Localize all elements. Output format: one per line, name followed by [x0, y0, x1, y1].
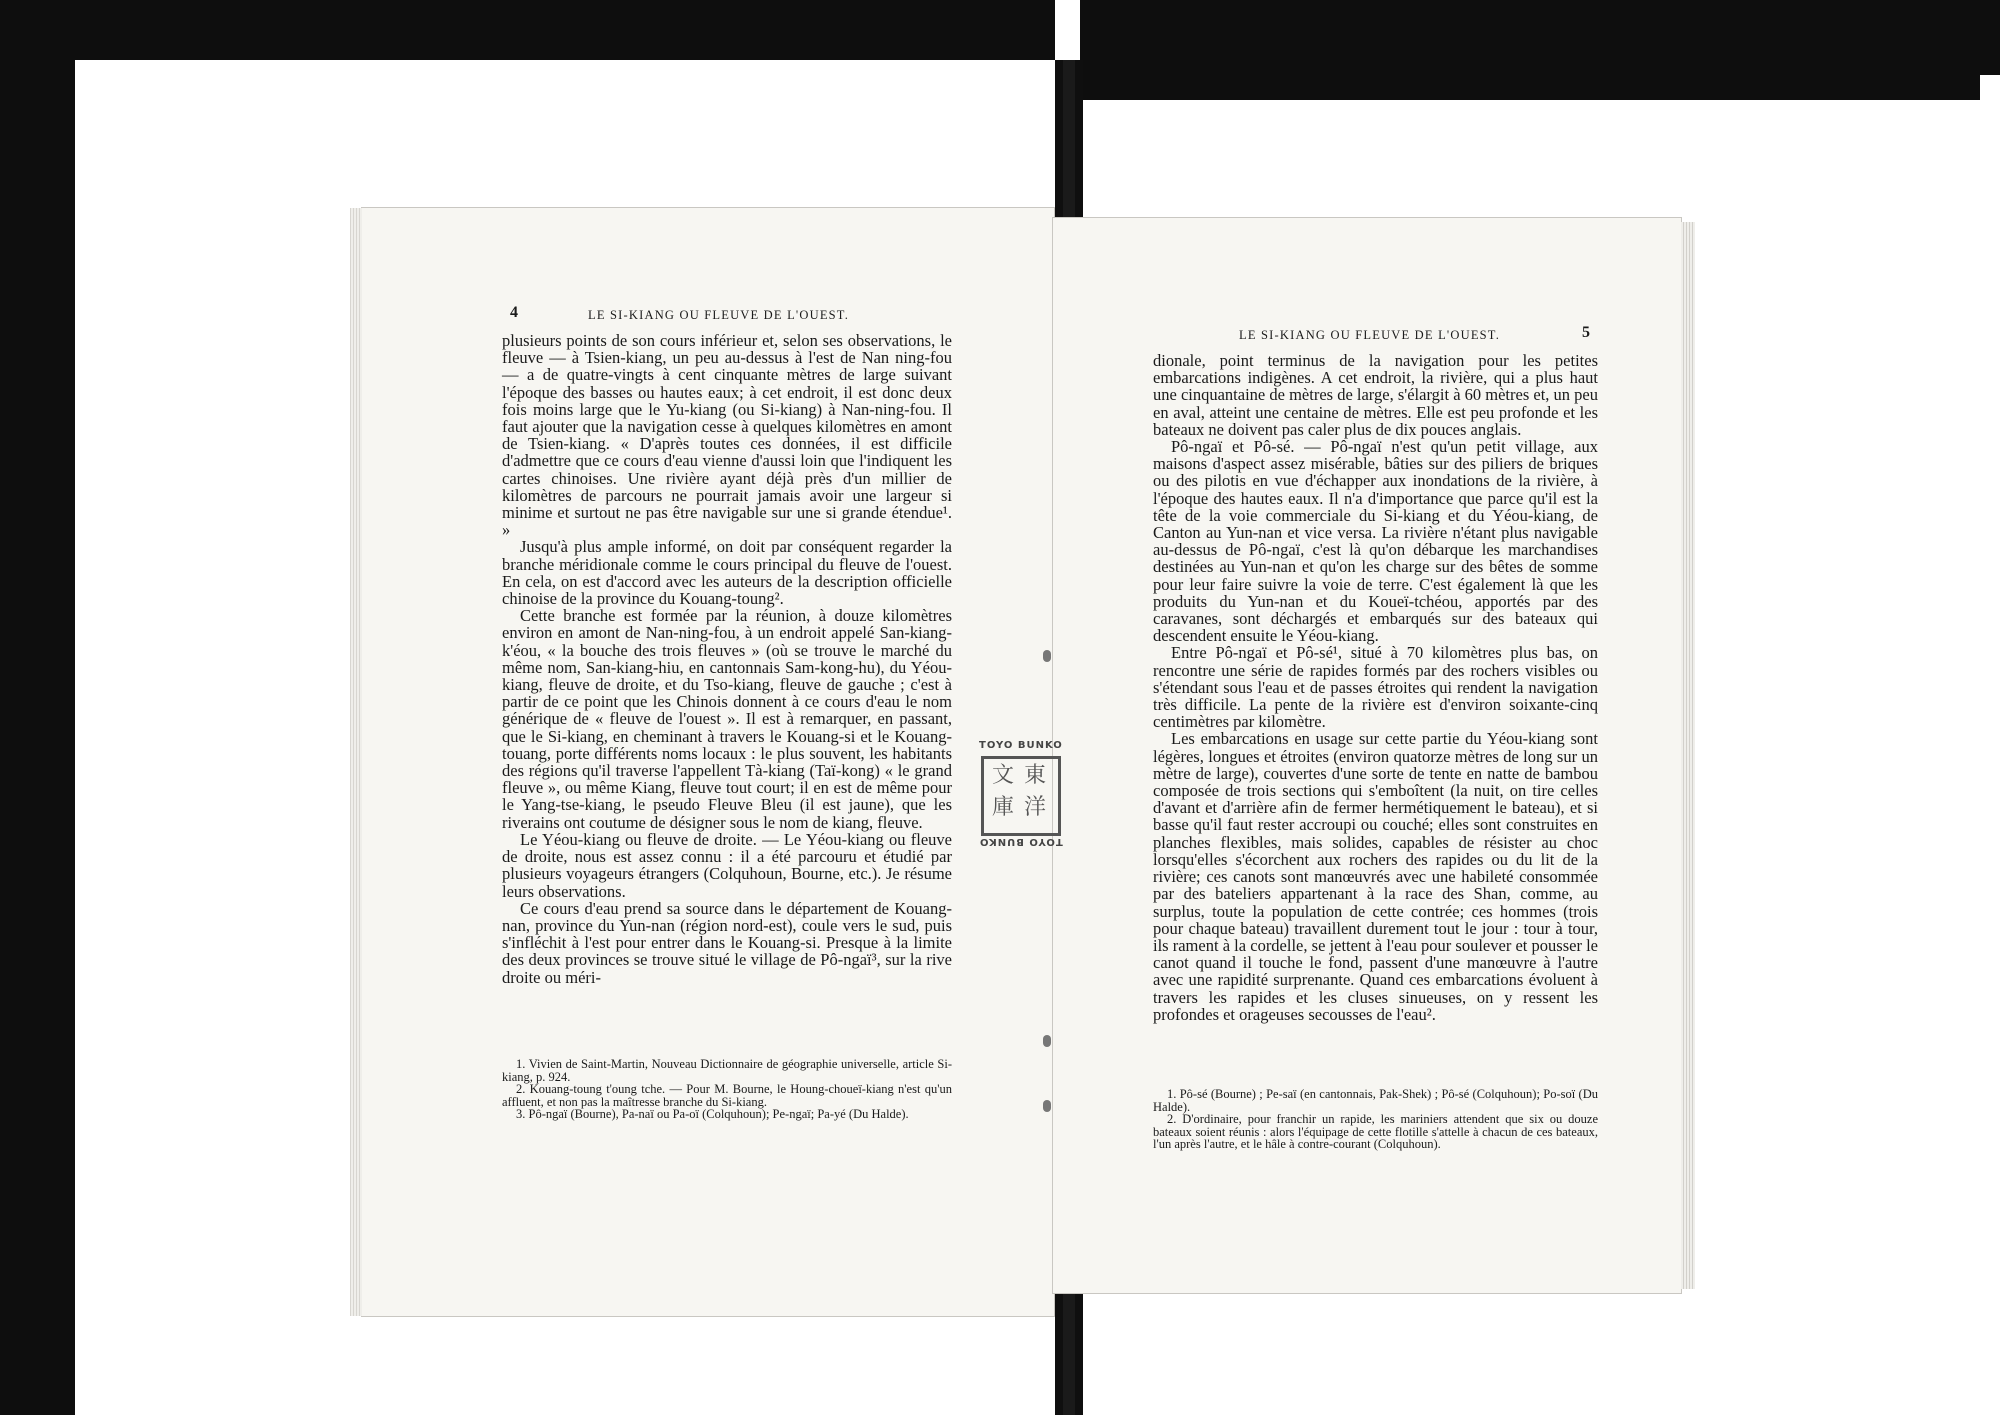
binding-mark — [1043, 650, 1051, 662]
paragraph: Ce cours d'eau prend sa source dans le département de Kouang-nan, province du Yun-nan (région nord-est), coule vers le sud, puis s'infléchit à l'est pour entrer dans le Kouang-si. Presque à la limite des deux provinces se trouve situé le village de Pô-ngaï³, sur la rive droite ou méri- — [502, 898, 952, 987]
right-page — [1053, 218, 1681, 1293]
library-stamp — [975, 740, 1065, 870]
footnote: 1. Vivien de Saint-Martin, Nouveau Dictionnaire de géographie universelle, article Si-kiang, p. 924. — [502, 1057, 952, 1084]
left-page — [362, 208, 1054, 1316]
stamp-char: 洋 — [1024, 795, 1047, 820]
scan-border-left — [0, 0, 75, 1415]
binding-mark — [1043, 1100, 1051, 1112]
stamp-bottom-text: TOYO BUNKO — [979, 836, 1063, 847]
right-footnotes — [1153, 1088, 1598, 1151]
stamp-seal — [981, 756, 1061, 836]
binding-mark — [1043, 1035, 1051, 1047]
left-footnotes — [502, 1058, 952, 1121]
running-head-right: LE SI-KIANG OU FLEUVE DE L'OUEST. — [1239, 328, 1501, 342]
paragraph: Jusqu'à plus ample informé, on doit par conséquent regarder la branche méridionale comme le cours principal du fleuve de l'ouest. En cela, on est d'accord avec les auteurs de la description officielle chinoise de la province du Kouang-toung². — [502, 537, 952, 609]
right-body-text — [1153, 352, 1598, 1023]
paragraph: Le Yéou-kiang ou fleuve de droite. — Le Yéou-kiang ou fleuve de droite, nous est assez connu : il a été parcouru et étudié par plusieurs voyageurs étrangers (Colquhoun, Bourne, etc.). Je résume leurs observations. — [502, 829, 952, 901]
paragraph: Pô-ngaï et Pô-sé. — Pô-ngaï n'est qu'un petit village, aux maisons d'aspect assez misérable, bâties sur des piliers de briques ou des pilotis en vue d'échapper aux inondations de la rivière, à l'époque des hautes eaux. Il n'a d'importance que parce qu'il est la tête de la voie commerciale du Si-kiang et du Yéou-kiang, de Canton au Yun-nan et vice versa. La rivière n'étant plus navigable au-dessus de Pô-ngaï, c'est là qu'on débarque les marchandises destinées au Yun-nan et qu'on les charge sur des bêtes de somme pour leur faire suivre la voie de terre. C'est également là que les produits du Yun-nan et du Koueï-tchéou, apportés par des caravanes, sont déchargés et embarqués sur des bateaux qui descendent ensuite le Yéou-kiang. — [1153, 437, 1598, 646]
stamp-char: 庫 — [992, 795, 1015, 820]
stamp-top-text: TOYO BUNKO — [979, 740, 1063, 751]
stamp-char: 東 — [1024, 763, 1047, 788]
footnote: 1. Pô-sé (Bourne) ; Pe-saï (en cantonnais, Pak-Shek) ; Pô-sé (Colquhoun); Po-soï (Du Halde). — [1153, 1087, 1598, 1114]
footnote: 3. Pô-ngaï (Bourne), Pa-naï ou Pa-oï (Colquhoun); Pe-ngaï; Pa-yé (Du Halde). — [516, 1107, 909, 1121]
paragraph: plusieurs points de son cours inférieur et, selon ses observations, le fleuve — à Tsien-kiang, un peu au-dessus à l'est de Nan ning-fou — a de quatre-vingts à cent cinquante mètres de large suivant l'époque des basses ou hautes eaux; à cet endroit, il est donc deux fois moins large que le Yu-kiang (ou Si-kiang) à Nan-ning-fou. Il faut ajouter que la navigation cesse à quelques kilomètres en amont de Tsien-kiang. « D'après toutes ces données, il est difficile d'admettre que ce cours d'eau vienne d'aussi loin que l'indiquent les cartes chinoises. Une rivière ayant déjà près d'un millier de kilomètres de parcours ne pourrait jamais avoir une largeur si minime et surtout ne pas être navigable sur une si grande étendue¹. » — [502, 331, 952, 540]
paragraph: dionale, point terminus de la navigation pour les petites embarcations indigènes. A cet endroit, la rivière, qui a plus haut une cinquantaine de mètres de large, s'élargit à 60 mètres et, un peu en aval, atteint une centaine de mètres. Elle est peu profonde et les bateaux ne doivent pas caler plus de dix pouces anglais. — [1153, 351, 1598, 439]
scan-border-top-right — [1080, 0, 1980, 100]
page-number-right: 5 — [1582, 324, 1590, 341]
footnote: 2. Kouang-toung t'oung tche. — Pour M. Bourne, le Houng-choueï-kiang n'est qu'un affluent, et non pas la maîtresse branche du Si-kiang. — [502, 1082, 952, 1109]
page-number-left: 4 — [510, 304, 518, 321]
scan-border-right — [1965, 0, 2000, 75]
paragraph: Entre Pô-ngaï et Pô-sé¹, situé à 70 kilomètres plus bas, on rencontre une série de rapides formés par des rochers visibles ou s'étendant sous l'eau et de passes étroites qui rendent la navigation très difficile. La pente de la rivière est d'environ soixante-cinq centimètres par kilomètre. — [1153, 643, 1598, 732]
left-body-text — [502, 332, 952, 986]
running-head-left: LE SI-KIANG OU FLEUVE DE L'OUEST. — [588, 308, 850, 322]
stamp-char: 文 — [992, 763, 1015, 788]
paragraph: Les embarcations en usage sur cette partie du Yéou-kiang sont légères, longues et étroites (environ quatorze mètres de long sur un mètre de large), couvertes d'une sorte de tente en natte de bambou composée de trois sections qui s'emboîtent (la nuit, on tire celles d'avant et d'arrière afin de fermer hermétiquement le bateau), et si basse qu'il faut rester accroupi ou couché; elles sont construites en planches flexibles, mais solides, capables de résister au choc lorsqu'elles s'écorchent aux rochers des rapides ou du lit de la rivière; ces canots sont manœuvrés avec une habileté consommée par des bateliers appartenant à la race des Shan, comme, au surplus, toute la population de cette contrée; ces hommes (trois pour chaque bateau) travaillent durement tout le jour : tour à tour, ils rament à la cordelle, se jettent à l'eau pour soulever et pousser le canot quand il touche le fond, passent d'une manœuvre à l'autre avec une rapidité surprenante. Quand ces embarcations évoluent à travers les rapides et les cluses sinueuses, on y ressent les profondes et orageuses secousses de l'eau². — [1153, 729, 1598, 1024]
scan-gap-top — [1055, 0, 1080, 60]
scan-border-top-left — [0, 0, 1055, 60]
footnote: 2. D'ordinaire, pour franchir un rapide, les mariniers attendent que six ou douze bateaux soient réunis : alors l'équipage de cette flotille s'attelle à chacun de ces bateaux, l'un après l'autre, et le hâle à contre-courant (Colquhoun). — [1153, 1112, 1598, 1151]
paragraph: Cette branche est formée par la réunion, à douze kilomètres environ en amont de Nan-ning-fou, à un endroit appelé San-kiang-k'éou, « la bouche des trois fleuves » (où se trouve le marché du même nom, San-kiang-hiu, en cantonnais Sam-kong-hu), du Yéou-kiang, fleuve de droite, et du Tso-kiang, fleuve de gauche ; c'est à partir de ce point que les Chinois donnent à ce cours d'eau le nom générique de « fleuve de l'ouest ». Il est à remarquer, en passant, que le Si-kiang, en cheminant à travers le Kouang-si et le Kouang-touang, porte différents noms locaux : le plus souvent, les habitants des régions qu'il traverse l'appellent Tà-kiang (Taï-kong) « le grand fleuve », ou même Kiang, fleuve tout court; il en est de même pour le Yang-tse-kiang, le pseudo Fleuve Bleu (il est jaune), que les riverains ont coutume de désigner sous le nom de kiang, fleuve. — [502, 606, 952, 832]
